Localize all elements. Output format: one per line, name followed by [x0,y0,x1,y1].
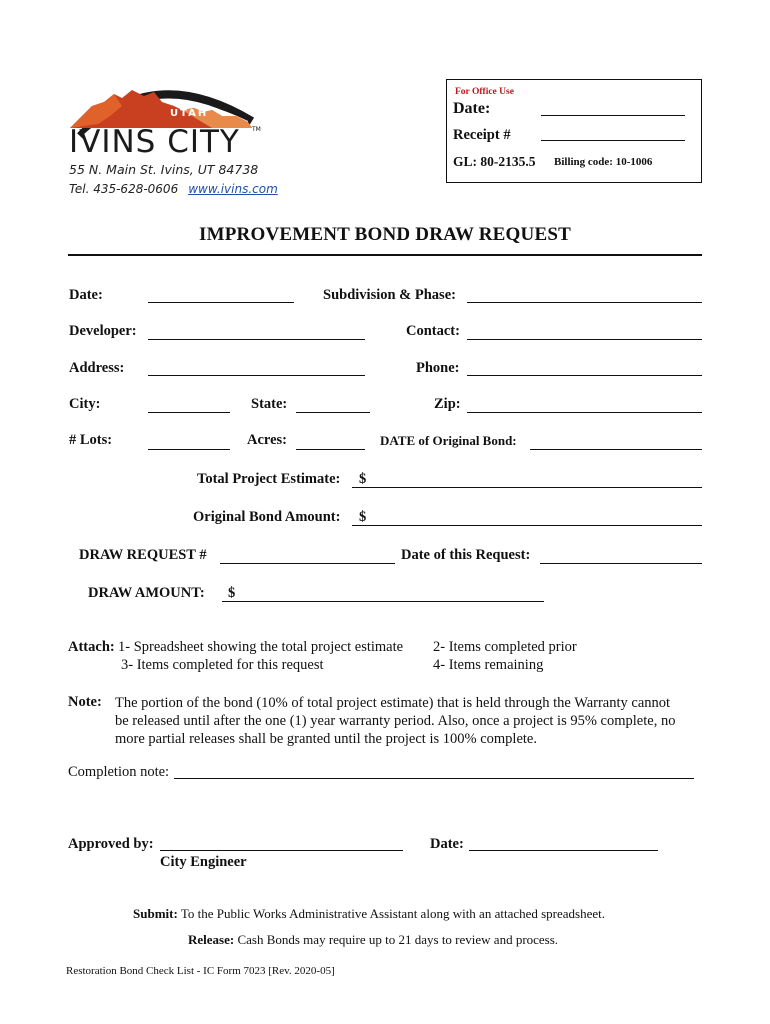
zip-label: Zip: [434,396,461,412]
total-estimate-field[interactable] [352,487,702,488]
office-date-field[interactable] [541,115,685,116]
completion-note-field[interactable] [174,778,694,779]
zip-field[interactable] [467,412,702,413]
acres-label: Acres: [247,432,287,448]
subdivision-field[interactable] [467,302,702,303]
attach-item-1: 1- Spreadsheet showing the total project estimate [118,639,404,655]
note-line-1: The portion of the bond (10% of total project estimate) that is held through the Warranty cannot [115,695,671,711]
submit-label: Submit: [133,906,178,921]
logo-tel-text: Tel. 435-628-0606 [69,182,179,196]
attach-item-2: 2- Items completed prior [433,639,577,655]
draw-amount-dollar: $ [228,585,236,601]
office-billing-code: Billing code: 10-1006 [554,156,653,168]
logo-address: 55 N. Main St. Ivins, UT 84738 [69,162,259,177]
office-receipt-field[interactable] [541,140,685,141]
address-label: Address: [69,360,125,376]
logo-city-name: IVINS CITY [69,124,240,160]
state-label: State: [251,396,288,412]
state-field[interactable] [296,412,370,413]
title-divider [68,254,702,256]
office-receipt-label: Receipt # [453,127,511,143]
lots-field[interactable] [148,449,230,450]
form-footer: Restoration Bond Check List - IC Form 7023 [Rev. 2020-05] [66,965,335,977]
contact-field[interactable] [467,339,702,340]
city-engineer-label: City Engineer [160,854,247,870]
approved-by-field[interactable] [160,850,403,851]
draw-amount-field[interactable] [222,601,544,602]
date-request-label: Date of this Request: [401,547,531,563]
release-text: Cash Bonds may require up to 21 days to review and process. [237,932,559,947]
office-date-label: Date: [453,100,491,117]
trademark-mark: TM [252,126,261,133]
note-line-2: be released until after the one (1) year warranty period. Also, once a project is 95% complete, no [115,713,676,729]
total-estimate-dollar: $ [359,471,367,487]
draw-amount-label: DRAW AMOUNT: [88,585,205,601]
logo-website-link[interactable]: www.ivins.com [188,182,278,196]
release-label: Release: [188,932,235,947]
note-line-3: more partial releases shall be granted until the project is 100% complete. [115,731,537,747]
attach-item-4: 4- Items remaining [433,657,544,673]
submit-text: To the Public Works Administrative Assistant along with an attached spreadsheet. [180,906,606,921]
approval-date-field[interactable] [469,850,658,851]
original-bond-date-label: DATE of Original Bond: [380,433,517,448]
release-instruction [188,932,558,948]
note-label: Note: [68,694,102,710]
approval-date-label: Date: [430,836,464,852]
phone-label: Phone: [416,360,460,376]
original-amount-field[interactable] [352,525,702,526]
completion-note-label: Completion note: [68,764,170,780]
city-label: City: [69,396,101,412]
office-use-title: For Office Use [455,87,514,97]
logo-telephone [69,182,278,196]
original-bond-date-field[interactable] [530,449,702,450]
note-text [115,694,675,748]
original-amount-label: Original Bond Amount: [193,509,341,525]
date-field[interactable] [148,302,294,303]
approved-by-label: Approved by: [68,836,154,852]
lots-label: # Lots: [69,432,113,448]
subdivision-label: Subdivision & Phase: [323,287,456,303]
submit-instruction [133,906,605,922]
address-field[interactable] [148,375,365,376]
developer-field[interactable] [148,339,365,340]
attach-item-3: 3- Items completed for this request [121,657,324,673]
contact-label: Contact: [406,323,460,339]
date-request-field[interactable] [540,563,702,564]
draw-request-label: DRAW REQUEST # [79,547,207,563]
total-estimate-label: Total Project Estimate: [197,471,341,487]
date-label: Date: [69,287,103,303]
attach-label: Attach: [68,639,115,655]
logo-state: UTAH [170,108,209,119]
page-title: IMPROVEMENT BOND DRAW REQUEST [199,224,571,245]
acres-field[interactable] [296,449,365,450]
original-amount-dollar: $ [359,509,367,525]
developer-label: Developer: [69,323,137,339]
phone-field[interactable] [467,375,702,376]
draw-request-field[interactable] [220,563,395,564]
city-field[interactable] [148,412,230,413]
office-gl-label: GL: 80-2135.5 [453,154,536,169]
